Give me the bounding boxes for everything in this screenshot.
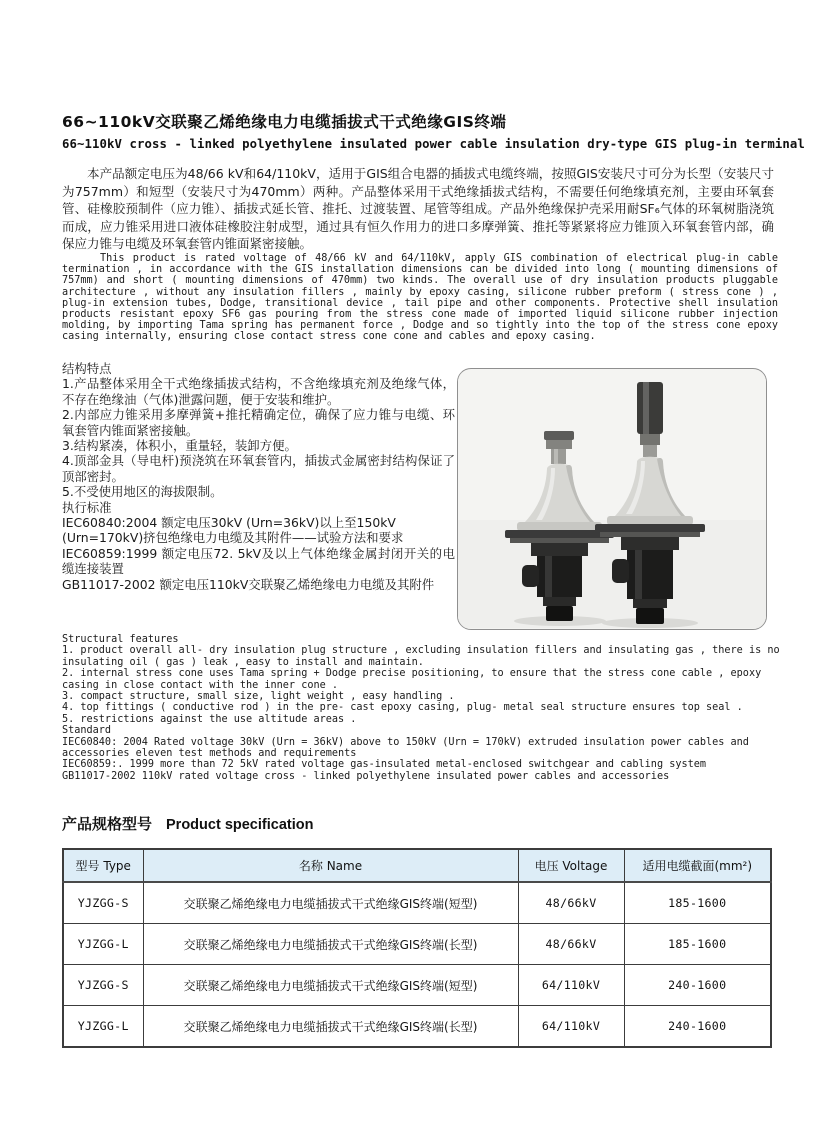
cell-type: YJZGG-L bbox=[63, 924, 143, 965]
cell-type: YJZGG-S bbox=[63, 882, 143, 924]
cell-section: 185-1600 bbox=[624, 924, 771, 965]
table-row bbox=[63, 882, 771, 924]
page-title-cn: 66~110kV交联聚乙烯绝缘电力电缆插拔式干式绝缘GIS终端 bbox=[62, 113, 507, 131]
standard-en-item: GB11017-2002 110kV rated voltage cross - linked polyethylene insulated power cables and accessories bbox=[62, 770, 670, 782]
col-header-type: 型号 Type bbox=[63, 849, 143, 882]
standard-cn-item: IEC60859:1999 额定电压72. 5kV及以上气体绝缘金属封闭开关的电缆连接装置 bbox=[62, 545, 455, 577]
standards-en-heading: Standard bbox=[62, 725, 112, 737]
standard-en-item: IEC60859:. 1999 more than 72 5kV rated voltage gas-insulated metal-enclosed switchgear and cabling system bbox=[62, 759, 707, 771]
feature-cn-item: 5.不受使用地区的海拔限制。 bbox=[62, 484, 223, 500]
feature-en-item: 1. product overall all- dry insulation plug structure , excluding insulation fillers and insulating gas , there is no insulating oil ( gas ) leak , easy to install and maintain. bbox=[62, 645, 780, 668]
features-cn-heading: 结构特点 bbox=[62, 361, 112, 376]
feature-en-item: 3. compact structure, small size, light weight , easy handling . bbox=[62, 691, 455, 703]
product-photo bbox=[457, 368, 767, 630]
cell-voltage: 64/110kV bbox=[518, 1006, 624, 1048]
features-en-heading: Structural features bbox=[62, 634, 179, 645]
cell-name: 交联聚乙烯绝缘电力电缆插拔式干式绝缘GIS终端(短型) bbox=[143, 882, 518, 924]
intro-paragraph-en: This product is rated voltage of 48/66 kV and 64/110kV, apply GIS combination of electrical plug-in cable termination , in accordance with the GIS installation dimensions can be divided into long ( mounting dimensions of 757mm) and short ( mounting dimensions of 470mm) two kinds. The overall use of dry insulation products pluggable architecture , without any insulation fillers , mainly by epoxy casing, silicone rubber preform ( stress cone ) , plug-in extension tubes, Dodge, transitional device , tail pipe and other components. Protective shell insulation products resistant epoxy SF6 gas pouring from the stress cone made of imported liquid silicone rubber injection molding, by importing Tama spring has permanent force , Dodge and so tightly into the top of the stress cone epoxy casing internally, ensuring close contact stress cone cone and cables and epoxy casing. bbox=[62, 253, 778, 343]
spec-table-header-row bbox=[63, 849, 771, 882]
spec-heading-en: Product specification bbox=[166, 817, 314, 833]
features-standards-cn bbox=[62, 361, 455, 592]
cell-section: 185-1600 bbox=[624, 882, 771, 924]
standards-cn-heading: 执行标准 bbox=[62, 499, 112, 515]
feature-cn-item: 1.产品整体采用全干式绝缘插拔式结构，不含绝缘填充剂及绝缘气体，不存在绝缘油（气体)泄露问题，便于安装和维护。 bbox=[62, 376, 455, 407]
feature-en-item: 2. internal stress cone uses Tama spring + Dodge precise positioning, to ensure that the stress cone cable , epoxy casing in close contact with the inner cone . bbox=[62, 668, 762, 691]
col-header-name: 名称 Name bbox=[143, 849, 518, 882]
terminals-illustration bbox=[458, 369, 766, 629]
col-header-voltage: 电压 Voltage bbox=[518, 849, 624, 882]
cell-name: 交联聚乙烯绝缘电力电缆插拔式干式绝缘GIS终端(短型) bbox=[143, 965, 518, 1006]
cell-voltage: 64/110kV bbox=[518, 965, 624, 1006]
standard-en-item: IEC60840: 2004 Rated voltage 30kV (Urn = 36kV) above to 150kV (Urn = 170kV) extruded insulation power cables and accessories eleven test methods and requirements bbox=[62, 736, 749, 760]
spec-heading-cn: 产品规格型号 bbox=[62, 815, 153, 833]
cell-section: 240-1600 bbox=[624, 1006, 771, 1048]
cell-name: 交联聚乙烯绝缘电力电缆插拔式干式绝缘GIS终端(长型) bbox=[143, 1006, 518, 1048]
standard-cn-item: (Urn=170kV)挤包绝缘电力电缆及其附件——试验方法和要求 bbox=[62, 530, 404, 546]
page-title-en: 66~110kV cross - linked polyethylene insulated power cable insulation dry-type GIS plug-in terminal bbox=[62, 137, 805, 151]
feature-en-item: 4. top fittings ( conductive rod ) in the pre- cast epoxy casing, plug- metal seal structure ensures top seal . bbox=[62, 702, 743, 714]
cell-name: 交联聚乙烯绝缘电力电缆插拔式干式绝缘GIS终端(长型) bbox=[143, 924, 518, 965]
spec-table bbox=[62, 848, 772, 1048]
cell-type: YJZGG-S bbox=[63, 965, 143, 1006]
feature-cn-item: 2.内部应力锥采用多摩弹簧+推托精确定位，确保了应力锥与电缆、环氧套管内锥面紧密接触。 bbox=[62, 407, 455, 438]
table-row bbox=[63, 1006, 771, 1048]
standard-cn-item: IEC60840:2004 额定电压30kV (Urn=36kV)以上至150kV bbox=[62, 515, 396, 531]
intro-paragraph-cn: 本产品额定电压为48/66 kV和64/110kV，适用于GIS组合电器的插拔式电缆终端，按照GIS安装尺寸可分为长型（安装尺寸为757mm）和短型（安装尺寸为470mm）两种。产品整体采用干式绝缘插拔式结构，不需要任何绝缘填充剂，主要由环氧套管、硅橡胶预制件（应力锥）、插拔式延长管、推托、过渡装置、尾管等组成。产品外绝缘保护壳采用耐SF₆气体的环氧树脂浇筑而成，应力锥采用进口液体硅橡胶注射成型，通过具有恒久作用力的进口多摩弹簧、推托等紧紧将应力锥顶入环氧套管内部，确保应力锥与电缆及环氧套管内锥面紧密接触。 bbox=[62, 166, 774, 251]
feature-cn-item: 4.顶部金具（导电杆)预浇筑在环氧套管内，插拔式金属密封结构保证了顶部密封。 bbox=[62, 453, 455, 484]
cell-voltage: 48/66kV bbox=[518, 924, 624, 965]
cell-type: YJZGG-L bbox=[63, 1006, 143, 1048]
table-row bbox=[63, 965, 771, 1006]
table-row bbox=[63, 924, 771, 965]
features-standards-en bbox=[62, 634, 780, 782]
feature-cn-item: 3.结构紧凑，体积小，重量轻，装卸方便。 bbox=[62, 438, 297, 454]
cell-voltage: 48/66kV bbox=[518, 882, 624, 924]
spec-section-heading bbox=[62, 813, 313, 834]
col-header-section: 适用电缆截面(mm²) bbox=[624, 849, 771, 882]
standard-cn-item: GB11017-2002 额定电压110kV交联聚乙烯绝缘电力电缆及其附件 bbox=[62, 576, 435, 592]
feature-en-item: 5. restrictions against the use altitude areas . bbox=[62, 713, 357, 725]
cell-section: 240-1600 bbox=[624, 965, 771, 1006]
